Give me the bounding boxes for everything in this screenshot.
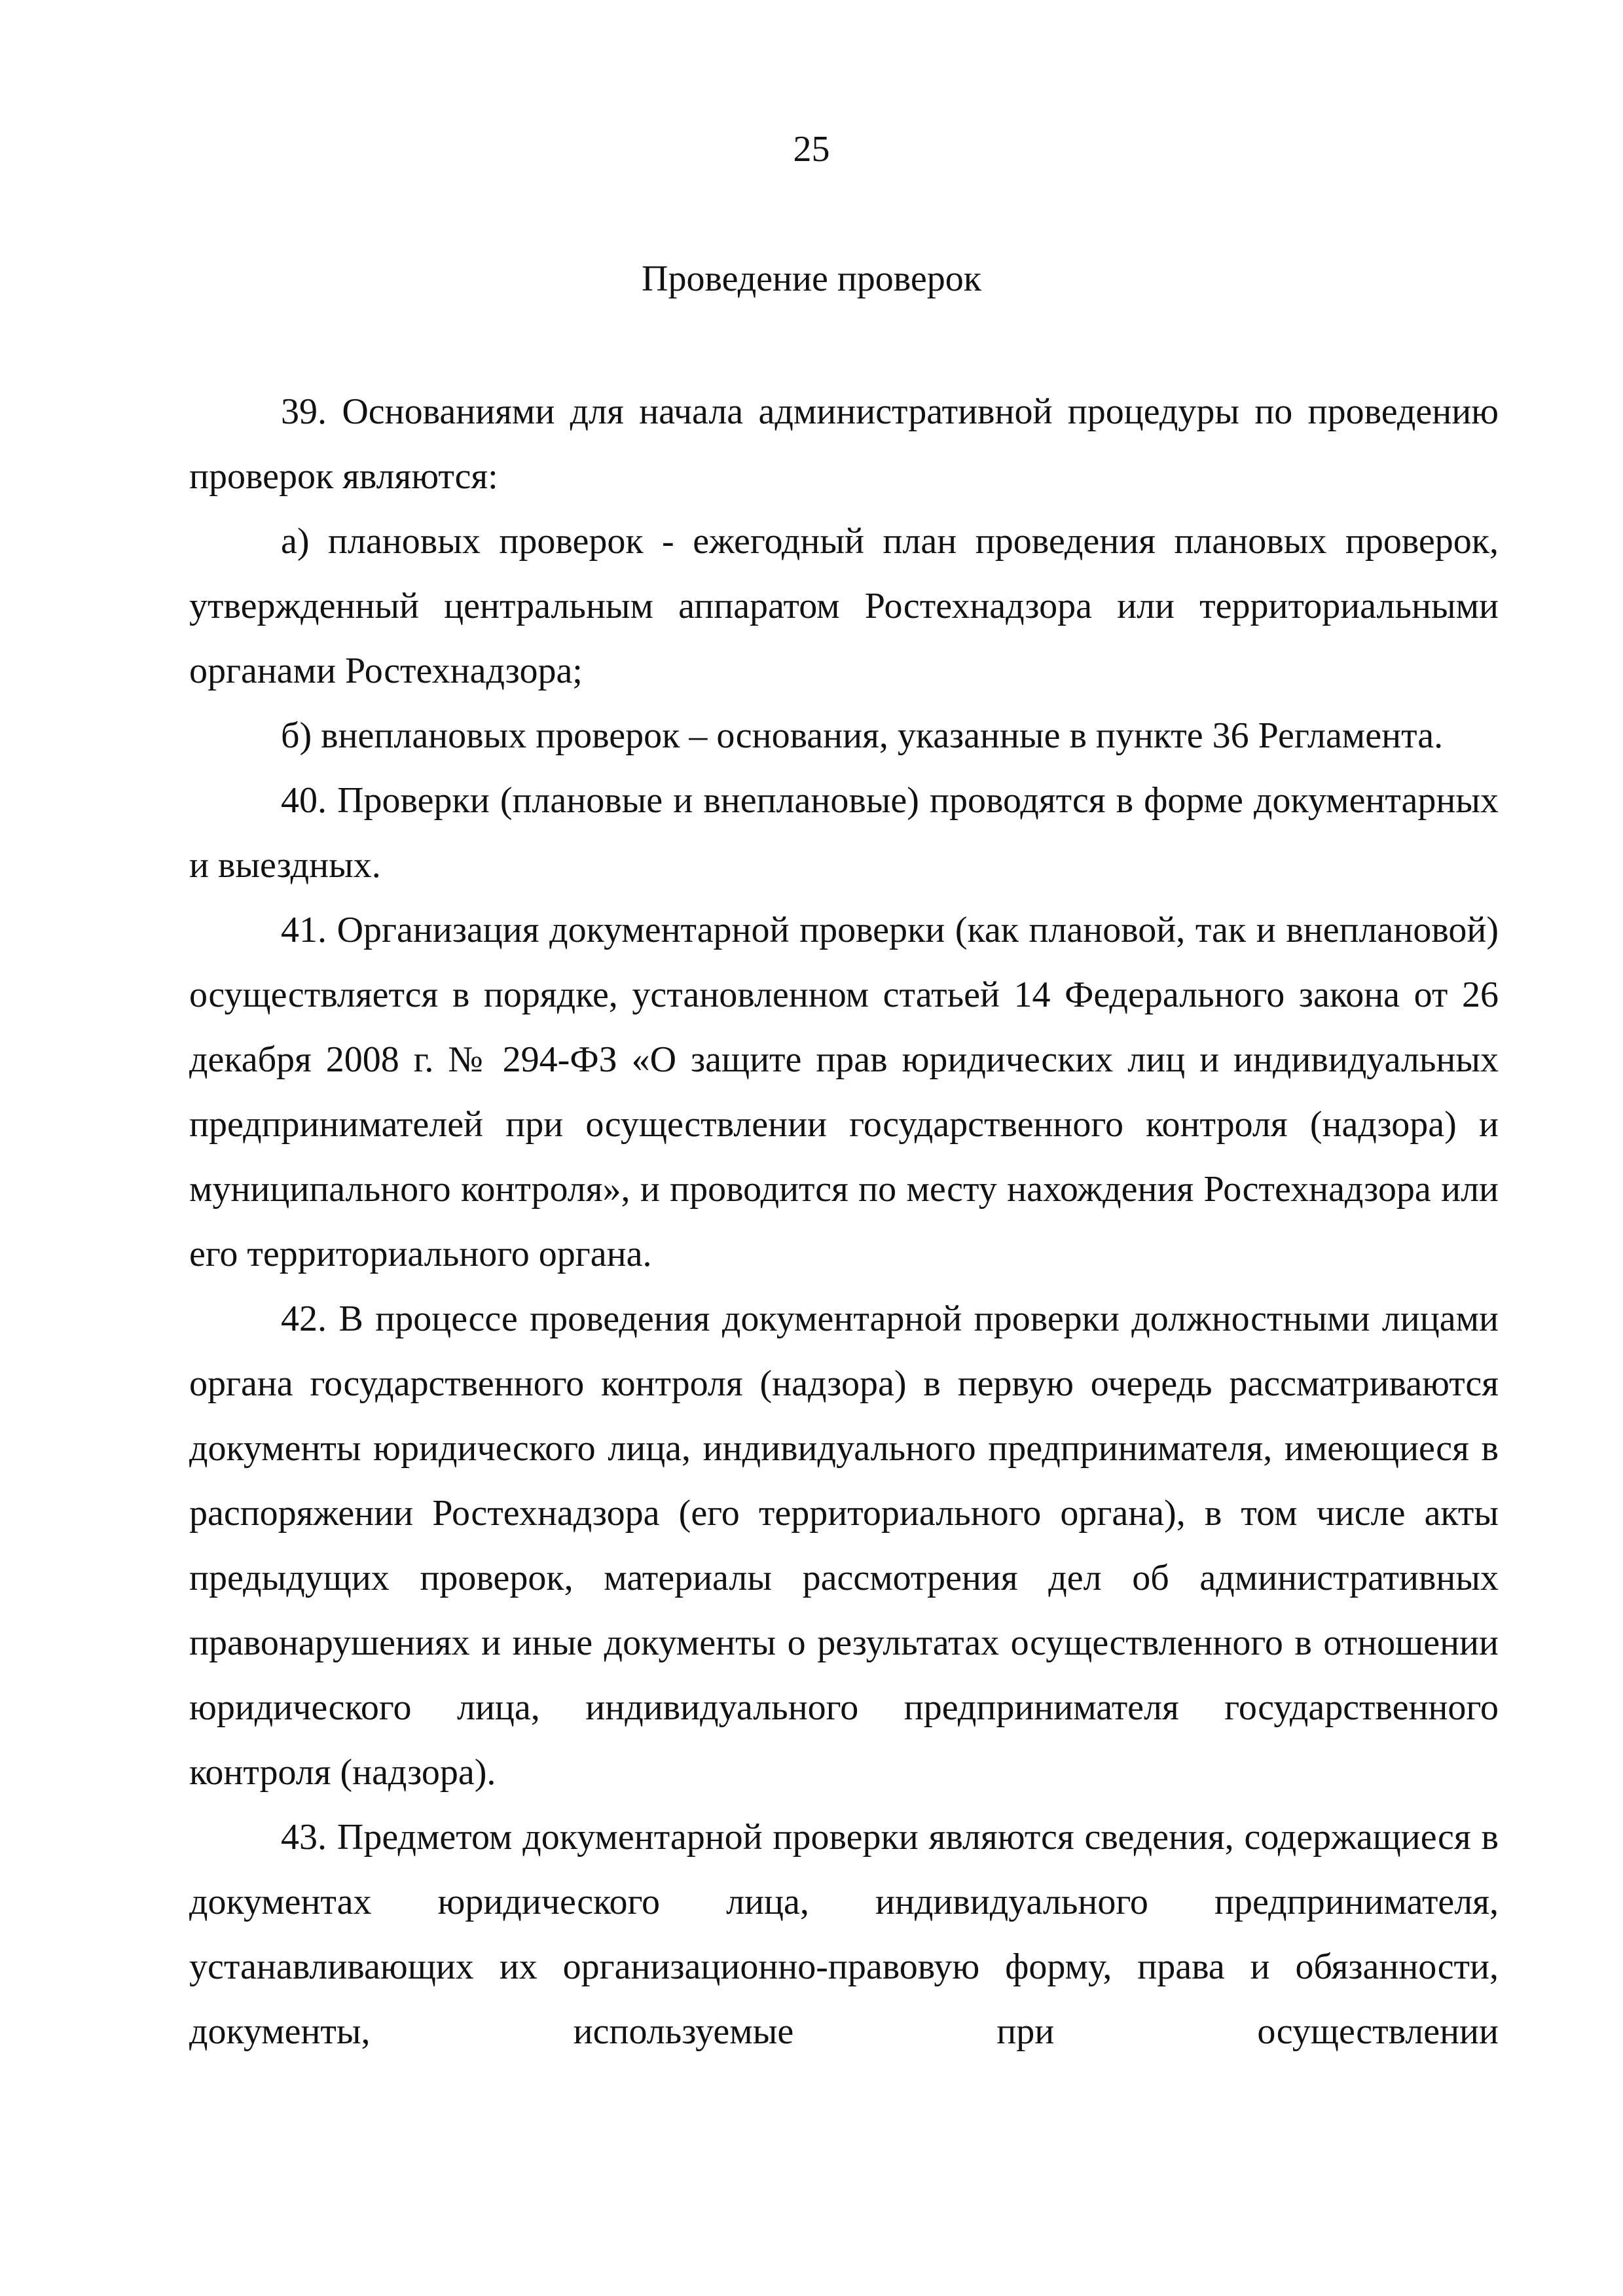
paragraph-39: 39. Основаниями для начала административной процедуры по проведению проверок являются: bbox=[189, 391, 1499, 497]
page-number: 25 bbox=[793, 129, 830, 170]
paragraph-39b: б) внеплановых проверок – основания, указанные в пункте 36 Регламента. bbox=[281, 715, 1444, 756]
section-title: Проведение проверок bbox=[642, 259, 981, 299]
paragraph-42: 42. В процессе проведения документарной проверки должностными лицами органа государственного контроля (надзора) в первую очередь рассматриваются документы юридического лица, индивидуального предпринимателя, имеющиеся в распоряжении Ростехнадзора (его территориального органа), в том числе акты предыдущих проверок, материалы рассмотрения дел об административных правонарушениях и иные документы о результатах осуществленного в отношении юридического лица, индивидуального предпринимателя государственного контроля (надзора). bbox=[189, 1299, 1499, 1793]
document-body bbox=[189, 380, 1499, 2064]
paragraph-43: 43. Предметом документарной проверки являются сведения, содержащиеся в документах юридического лица, индивидуального предпринимателя, устанавливающих их организационно-правовую форму, права и обязанности, документы, используемые при осуществлении bbox=[189, 1817, 1499, 2052]
paragraph-39a: а) плановых проверок - ежегодный план проведения плановых проверок, утвержденный центральным аппаратом Ростехнадзора или территориальными органами Ростехнадзора; bbox=[189, 521, 1499, 691]
paragraph-40: 40. Проверки (плановые и внеплановые) проводятся в форме документарных и выездных. bbox=[189, 780, 1499, 886]
paragraph-41: 41. Организация документарной проверки (как плановой, так и внеплановой) осуществляется в порядке, установленном статьей 14 Федерального закона от 26 декабря 2008 г. № 294-ФЗ «О защите прав юридических лиц и индивидуальных предпринимателей при осуществлении государственного контроля (надзора) и муниципального контроля», и проводится по месту нахождения Ростехнадзора или его территориального органа. bbox=[189, 910, 1499, 1274]
